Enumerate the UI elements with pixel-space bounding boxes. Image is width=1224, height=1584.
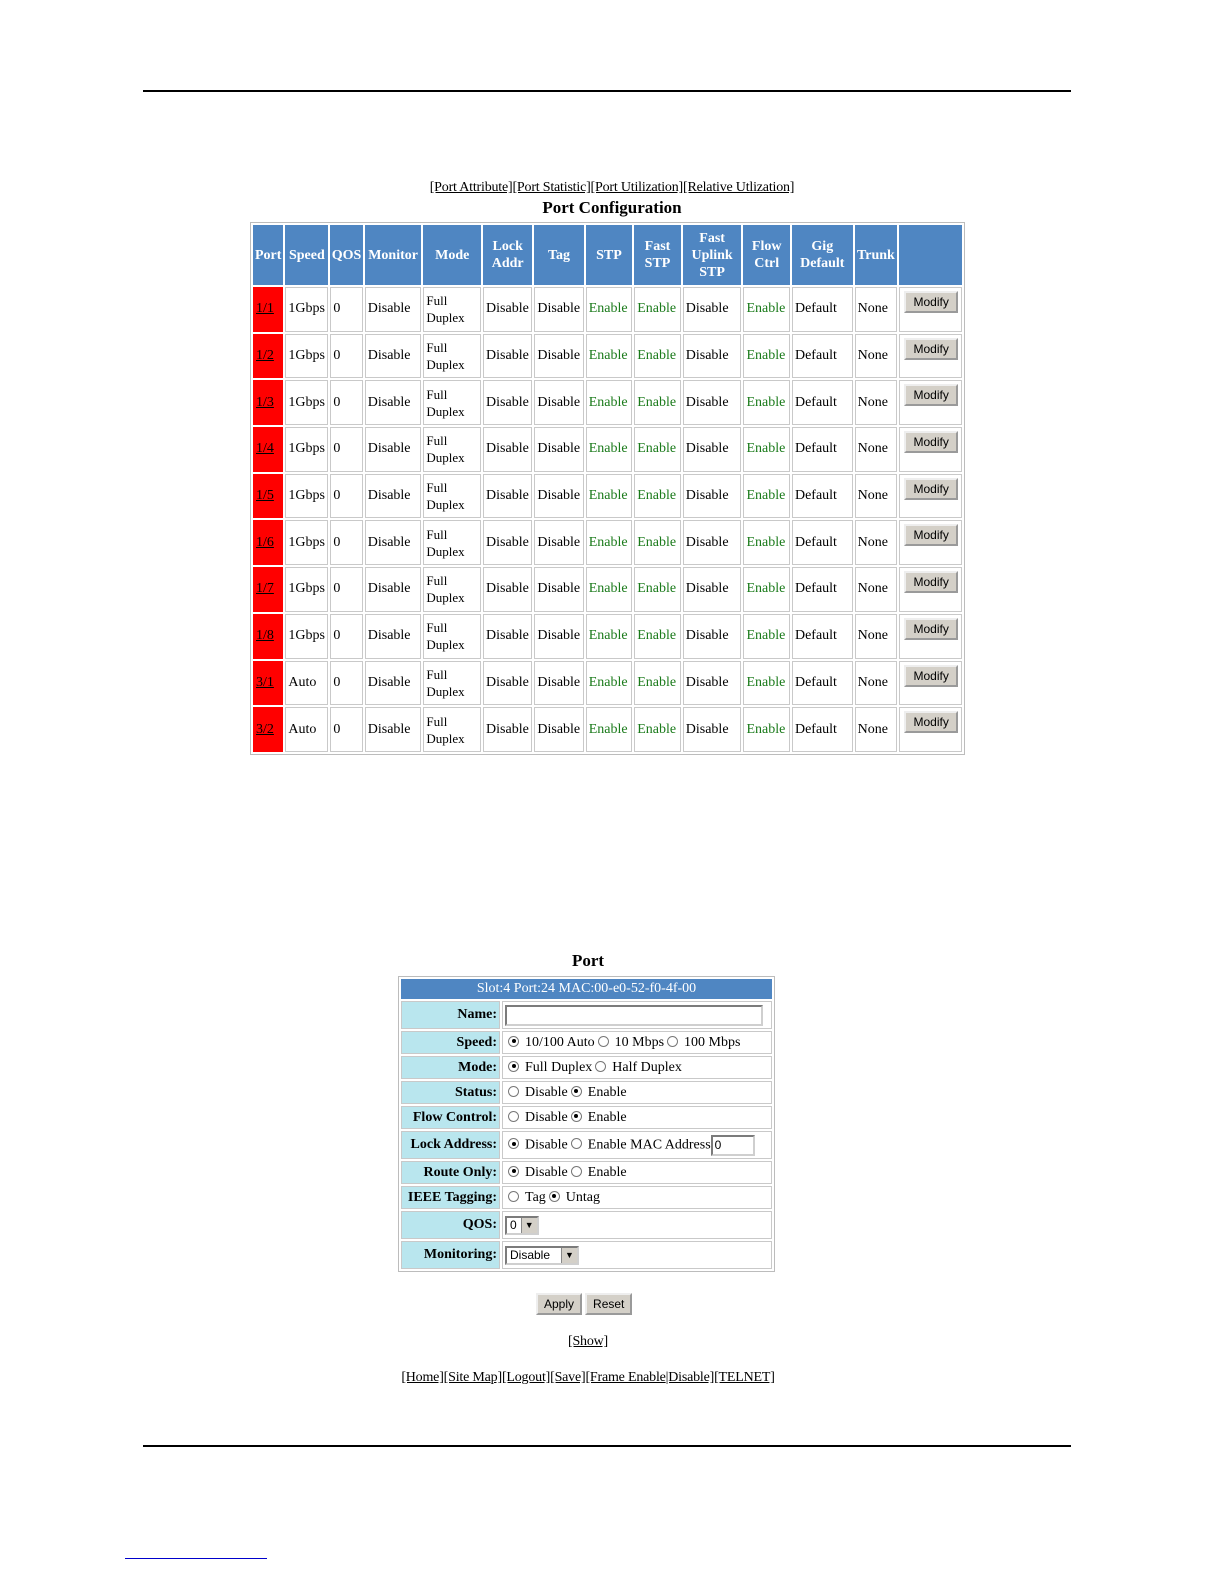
- cell-lock: Disable: [483, 614, 532, 659]
- status-radio-disable[interactable]: [508, 1086, 519, 1097]
- cell-monitor: Disable: [365, 520, 422, 565]
- reset-button[interactable]: Reset: [585, 1293, 632, 1315]
- port-cell: [253, 427, 283, 472]
- col-fast-uplink-stp: Fast Uplink STP: [683, 225, 742, 285]
- cell-gig: Default: [792, 707, 853, 752]
- port-link[interactable]: 1/8: [256, 628, 274, 644]
- apply-button[interactable]: Apply: [536, 1293, 582, 1315]
- route-option-label: Enable: [587, 1164, 627, 1180]
- cell-flow: Enable: [743, 287, 790, 332]
- cell-trunk: None: [855, 474, 897, 519]
- cell-gig: Default: [792, 520, 853, 565]
- cell-fast-stp: Enable: [634, 520, 681, 565]
- modify-button[interactable]: Modify: [904, 665, 958, 687]
- cell-trunk: None: [855, 567, 897, 612]
- status-label: Status:: [401, 1081, 500, 1104]
- cell-speed: 1Gbps: [285, 334, 328, 379]
- flow-radio-disable[interactable]: [508, 1111, 519, 1122]
- qos-label: QOS:: [401, 1211, 500, 1239]
- modify-button[interactable]: Modify: [904, 571, 958, 593]
- cell-trunk: None: [855, 427, 897, 472]
- cell-uplink: Disable: [683, 427, 742, 472]
- cell-tag: Disable: [534, 334, 583, 379]
- dropdown-arrow-icon: ▼: [561, 1248, 577, 1263]
- cell-qos: 0: [330, 567, 362, 612]
- mode-option-label: Half Duplex: [612, 1059, 682, 1075]
- col-qos: QOS: [330, 225, 362, 285]
- speed-radio-auto[interactable]: [508, 1036, 519, 1047]
- cell-qos: 0: [330, 614, 362, 659]
- port-link[interactable]: 1/7: [256, 581, 274, 597]
- relative-utilization-link[interactable]: [Relative Utlization]: [683, 180, 795, 195]
- action-cell: [899, 661, 962, 706]
- table-row: [253, 334, 962, 379]
- lock-option-label: Enable MAC Address: [587, 1137, 711, 1153]
- flow-control-label: Flow Control:: [401, 1106, 500, 1129]
- cell-trunk: None: [855, 614, 897, 659]
- cell-tag: Disable: [534, 567, 583, 612]
- cell-gig: Default: [792, 380, 853, 425]
- cell-stp: Enable: [586, 287, 633, 332]
- cell-fast-stp: Enable: [634, 380, 681, 425]
- col-lock-addr: Lock Addr: [483, 225, 532, 285]
- cell-lock: Disable: [483, 334, 532, 379]
- monitoring-label: Monitoring:: [401, 1241, 500, 1269]
- mode-label: Mode:: [401, 1056, 500, 1079]
- cell-gig: Default: [792, 334, 853, 379]
- action-cell: [899, 427, 962, 472]
- ieee-option-label: Untag: [565, 1189, 601, 1205]
- cell-fast-stp: Enable: [634, 427, 681, 472]
- cell-trunk: None: [855, 661, 897, 706]
- lock-option-label: Disable: [525, 1137, 568, 1153]
- cell-trunk: None: [855, 287, 897, 332]
- ieee-tagging-label: IEEE Tagging:: [401, 1186, 500, 1209]
- col-monitor: Monitor: [365, 225, 422, 285]
- cell-lock: Disable: [483, 707, 532, 752]
- name-input[interactable]: [505, 1005, 763, 1026]
- form-buttons: [536, 1293, 635, 1315]
- cell-qos: 0: [330, 287, 362, 332]
- cell-uplink: Disable: [683, 380, 742, 425]
- cell-gig: Default: [792, 287, 853, 332]
- frame-disable-link[interactable]: |Disable]: [665, 1370, 715, 1385]
- status-option-label: Disable: [525, 1084, 568, 1100]
- cell-mode: Full Duplex: [423, 707, 481, 752]
- port-configuration-table: [250, 222, 965, 755]
- cell-trunk: None: [855, 520, 897, 565]
- port-link[interactable]: 1/4: [256, 441, 274, 457]
- port-form-title: Port: [571, 951, 605, 970]
- cell-tag: Disable: [534, 287, 583, 332]
- cell-qos: 0: [330, 380, 362, 425]
- speed-option-label: 10 Mbps: [614, 1034, 665, 1050]
- port-link[interactable]: 1/2: [256, 348, 274, 364]
- cell-fast-stp: Enable: [634, 334, 681, 379]
- port-cell: [253, 474, 283, 519]
- cell-monitor: Disable: [365, 334, 422, 379]
- col-speed: Speed: [285, 225, 328, 285]
- action-cell: [899, 287, 962, 332]
- cell-qos: 0: [330, 520, 362, 565]
- speed-radio-10[interactable]: [598, 1036, 609, 1047]
- cell-flow: Enable: [743, 614, 790, 659]
- speed-options: [502, 1031, 772, 1054]
- cell-monitor: Disable: [365, 567, 422, 612]
- col-mode: Mode: [423, 225, 481, 285]
- logout-link[interactable]: [Logout]: [501, 1370, 551, 1385]
- cell-speed: 1Gbps: [285, 474, 328, 519]
- action-cell: [899, 567, 962, 612]
- cell-qos: 0: [330, 661, 362, 706]
- footer-link-underline: [125, 1558, 267, 1559]
- col-tag: Tag: [534, 225, 583, 285]
- cell-speed: 1Gbps: [285, 427, 328, 472]
- cell-uplink: Disable: [683, 707, 742, 752]
- route-option-label: Disable: [525, 1164, 568, 1180]
- mode-radio-half[interactable]: [595, 1061, 606, 1072]
- cell-stp: Enable: [586, 427, 633, 472]
- cell-qos: 0: [330, 474, 362, 519]
- cell-tag: Disable: [534, 520, 583, 565]
- port-link[interactable]: 3/1: [256, 674, 274, 690]
- action-cell: [899, 380, 962, 425]
- qos-select[interactable]: [505, 1216, 539, 1235]
- cell-uplink: Disable: [683, 614, 742, 659]
- modify-button[interactable]: Modify: [904, 618, 958, 640]
- lock-address-options: [502, 1131, 772, 1159]
- ieee-tagging-options: [502, 1186, 772, 1209]
- port-link[interactable]: 1/6: [256, 534, 274, 550]
- cell-speed: Auto: [285, 707, 328, 752]
- action-cell: [899, 520, 962, 565]
- table-row: [253, 380, 962, 425]
- cell-fast-stp: Enable: [634, 567, 681, 612]
- cell-trunk: None: [855, 334, 897, 379]
- table-row: [253, 707, 962, 752]
- home-link[interactable]: [Home]: [401, 1370, 444, 1385]
- modify-button[interactable]: Modify: [904, 291, 958, 313]
- cell-fast-stp: Enable: [634, 707, 681, 752]
- cell-stp: Enable: [586, 661, 633, 706]
- cell-flow: Enable: [743, 380, 790, 425]
- col-action: [899, 225, 962, 285]
- col-port: Port: [253, 225, 283, 285]
- modify-button[interactable]: Modify: [904, 384, 958, 406]
- flow-option-label: Disable: [525, 1109, 568, 1125]
- port-cell: [253, 567, 283, 612]
- cell-monitor: Disable: [365, 661, 422, 706]
- cell-mode: Full Duplex: [423, 567, 481, 612]
- mode-radio-full[interactable]: [508, 1061, 519, 1072]
- cell-speed: 1Gbps: [285, 567, 328, 612]
- cell-gig: Default: [792, 567, 853, 612]
- cell-mode: Full Duplex: [423, 334, 481, 379]
- cell-stp: Enable: [586, 380, 633, 425]
- action-cell: [899, 707, 962, 752]
- ieee-option-label: Tag: [525, 1189, 546, 1205]
- cell-stp: Enable: [586, 474, 633, 519]
- show-link[interactable]: [Show]: [567, 1334, 609, 1349]
- cell-mode: Full Duplex: [423, 614, 481, 659]
- port-cell: [253, 287, 283, 332]
- route-radio-enable[interactable]: [571, 1166, 582, 1177]
- mode-option-label: Full Duplex: [525, 1059, 593, 1075]
- cell-uplink: Disable: [683, 287, 742, 332]
- cell-qos: 0: [330, 707, 362, 752]
- cell-lock: Disable: [483, 567, 532, 612]
- top-nav-links: [0, 180, 1224, 196]
- cell-mode: Full Duplex: [423, 380, 481, 425]
- cell-flow: Enable: [743, 520, 790, 565]
- port-cell: [253, 707, 283, 752]
- cell-tag: Disable: [534, 474, 583, 519]
- modify-button[interactable]: Modify: [904, 478, 958, 500]
- cell-qos: 0: [330, 334, 362, 379]
- mac-address-count-input[interactable]: 0: [711, 1135, 755, 1156]
- speed-option-label: 10/100 Auto: [525, 1034, 595, 1050]
- col-gig-default: Gig Default: [792, 225, 853, 285]
- cell-speed: 1Gbps: [285, 520, 328, 565]
- action-cell: [899, 474, 962, 519]
- table-row: [253, 567, 962, 612]
- cell-flow: Enable: [743, 427, 790, 472]
- cell-lock: Disable: [483, 287, 532, 332]
- cell-trunk: None: [855, 380, 897, 425]
- site-map-link[interactable]: [Site Map]: [443, 1370, 502, 1385]
- cell-trunk: None: [855, 707, 897, 752]
- monitoring-select[interactable]: [505, 1246, 579, 1265]
- save-link[interactable]: [Save]: [550, 1370, 586, 1385]
- table-row: [253, 614, 962, 659]
- col-flow-ctrl: Flow Ctrl: [743, 225, 790, 285]
- speed-label: Speed:: [401, 1031, 500, 1054]
- col-stp: STP: [586, 225, 633, 285]
- modify-button[interactable]: Modify: [904, 711, 958, 733]
- cell-gig: Default: [792, 474, 853, 519]
- cell-tag: Disable: [534, 661, 583, 706]
- cell-flow: Enable: [743, 661, 790, 706]
- table-row: [253, 661, 962, 706]
- ieee-radio-untag[interactable]: [549, 1191, 560, 1202]
- bottom-nav-links: [0, 1370, 1200, 1386]
- cell-lock: Disable: [483, 520, 532, 565]
- show-link-row: [0, 1334, 1200, 1350]
- port-link[interactable]: 3/2: [256, 721, 274, 737]
- cell-lock: Disable: [483, 474, 532, 519]
- port-link[interactable]: 1/1: [256, 301, 274, 317]
- cell-flow: Enable: [743, 567, 790, 612]
- frame-enable-link[interactable]: [Frame Enable: [585, 1370, 666, 1385]
- modify-button[interactable]: Modify: [904, 524, 958, 546]
- cell-fast-stp: Enable: [634, 287, 681, 332]
- table-row: [253, 287, 962, 332]
- port-utilization-link[interactable]: [Port Utilization]: [590, 180, 683, 195]
- qos-select-value: 0: [510, 1217, 517, 1232]
- cell-lock: Disable: [483, 661, 532, 706]
- cell-mode: Full Duplex: [423, 287, 481, 332]
- status-options: [502, 1081, 772, 1104]
- cell-stp: Enable: [586, 567, 633, 612]
- port-cell: [253, 520, 283, 565]
- status-radio-enable[interactable]: [571, 1086, 582, 1097]
- cell-flow: Enable: [743, 334, 790, 379]
- cell-lock: Disable: [483, 427, 532, 472]
- cell-tag: Disable: [534, 614, 583, 659]
- col-fast-stp: Fast STP: [634, 225, 681, 285]
- cell-flow: Enable: [743, 707, 790, 752]
- name-label: Name:: [401, 1001, 500, 1029]
- port-settings-form: [398, 976, 775, 1272]
- flow-option-label: Enable: [587, 1109, 627, 1125]
- lock-radio-disable[interactable]: [508, 1138, 519, 1149]
- port-cell: [253, 614, 283, 659]
- mode-options: [502, 1056, 772, 1079]
- route-radio-disable[interactable]: [508, 1166, 519, 1177]
- cell-gig: Default: [792, 614, 853, 659]
- port-configuration-title: Port Configuration: [542, 198, 682, 217]
- speed-radio-100[interactable]: [667, 1036, 678, 1047]
- status-option-label: Enable: [587, 1084, 627, 1100]
- cell-mode: Full Duplex: [423, 520, 481, 565]
- cell-monitor: Disable: [365, 614, 422, 659]
- col-trunk: Trunk: [855, 225, 897, 285]
- port-cell: [253, 380, 283, 425]
- cell-gig: Default: [792, 427, 853, 472]
- route-only-options: [502, 1161, 772, 1184]
- port-form-header: Slot:4 Port:24 MAC:00-e0-52-f0-4f-00: [401, 979, 772, 999]
- cell-speed: 1Gbps: [285, 614, 328, 659]
- modify-button[interactable]: Modify: [904, 338, 958, 360]
- ieee-radio-tag[interactable]: [508, 1191, 519, 1202]
- cell-uplink: Disable: [683, 334, 742, 379]
- table-header-row: [253, 225, 962, 285]
- cell-mode: Full Duplex: [423, 427, 481, 472]
- action-cell: [899, 334, 962, 379]
- table-row: [253, 474, 962, 519]
- bottom-rule: [143, 1445, 1071, 1447]
- cell-mode: Full Duplex: [423, 474, 481, 519]
- cell-speed: Auto: [285, 661, 328, 706]
- port-link[interactable]: 1/3: [256, 394, 274, 410]
- cell-mode: Full Duplex: [423, 661, 481, 706]
- cell-monitor: Disable: [365, 380, 422, 425]
- port-attribute-link[interactable]: [Port Attribute]: [429, 180, 513, 195]
- lock-address-label: Lock Address:: [401, 1131, 500, 1159]
- table-row: [253, 427, 962, 472]
- cell-stp: Enable: [586, 707, 633, 752]
- cell-tag: Disable: [534, 380, 583, 425]
- cell-uplink: Disable: [683, 567, 742, 612]
- modify-button[interactable]: Modify: [904, 431, 958, 453]
- cell-fast-stp: Enable: [634, 661, 681, 706]
- cell-uplink: Disable: [683, 520, 742, 565]
- port-link[interactable]: 1/5: [256, 488, 274, 504]
- flow-control-options: [502, 1106, 772, 1129]
- cell-uplink: Disable: [683, 474, 742, 519]
- cell-stp: Enable: [586, 614, 633, 659]
- dropdown-arrow-icon: ▼: [521, 1218, 537, 1233]
- cell-monitor: Disable: [365, 707, 422, 752]
- port-statistic-link[interactable]: [Port Statistic]: [512, 180, 591, 195]
- cell-fast-stp: Enable: [634, 614, 681, 659]
- lock-radio-enable[interactable]: [571, 1138, 582, 1149]
- cell-fast-stp: Enable: [634, 474, 681, 519]
- port-cell: [253, 334, 283, 379]
- cell-speed: 1Gbps: [285, 380, 328, 425]
- cell-flow: Enable: [743, 474, 790, 519]
- monitoring-select-value: Disable: [510, 1247, 551, 1262]
- cell-stp: Enable: [586, 520, 633, 565]
- flow-radio-enable[interactable]: [571, 1111, 582, 1122]
- speed-option-label: 100 Mbps: [684, 1034, 741, 1050]
- top-rule: [143, 90, 1071, 92]
- cell-speed: 1Gbps: [285, 287, 328, 332]
- route-only-label: Route Only:: [401, 1161, 500, 1184]
- cell-tag: Disable: [534, 707, 583, 752]
- port-cell: [253, 661, 283, 706]
- cell-stp: Enable: [586, 334, 633, 379]
- table-row: [253, 520, 962, 565]
- cell-gig: Default: [792, 661, 853, 706]
- cell-lock: Disable: [483, 380, 532, 425]
- telnet-link[interactable]: [TELNET]: [714, 1370, 775, 1385]
- cell-monitor: Disable: [365, 427, 422, 472]
- action-cell: [899, 614, 962, 659]
- cell-monitor: Disable: [365, 287, 422, 332]
- cell-tag: Disable: [534, 427, 583, 472]
- cell-monitor: Disable: [365, 474, 422, 519]
- cell-qos: 0: [330, 427, 362, 472]
- cell-uplink: Disable: [683, 661, 742, 706]
